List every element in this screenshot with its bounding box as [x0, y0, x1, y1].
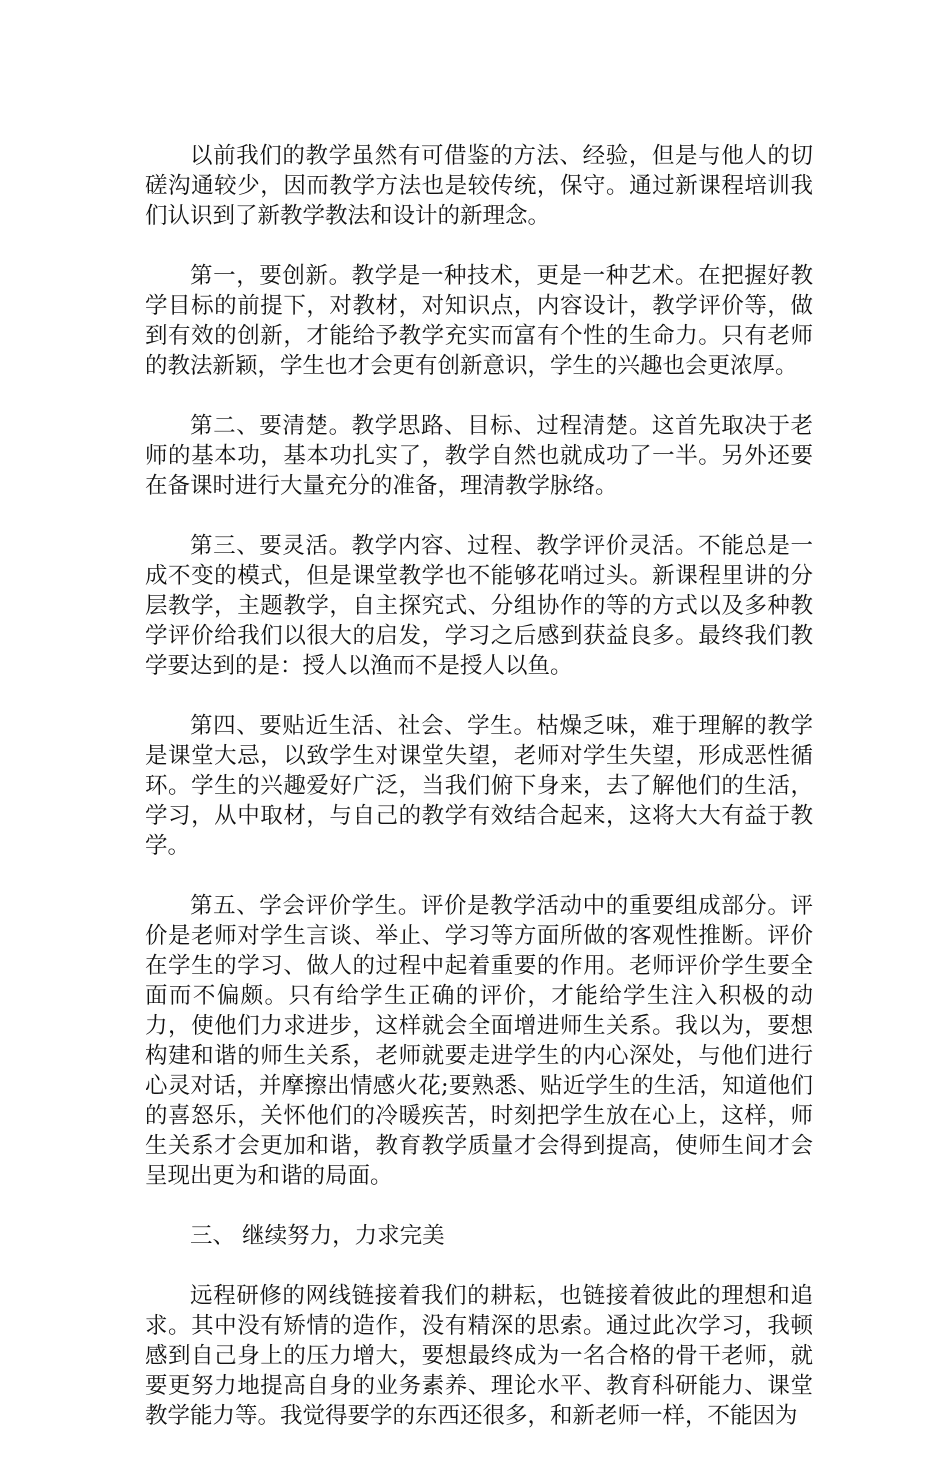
paragraph-point-3-flexibility: 第三、要灵活。教学内容、过程、教学评价灵活。不能总是一成不变的模式，但是课堂教学也不能够花哨过头。新课程里讲的分层教学，主题教学，自主探究式、分组协作的等的方式以及多种教学评价给我们以很大的启发，学习之后感到获益良多。最终我们教学要达到的是：授人以渔而不是授人以鱼。 — [145, 533, 813, 679]
paragraph-point-2-clarity: 第二、要清楚。教学思路、目标、过程清楚。这首先取决于老师的基本功，基本功扎实了，教学自然也就成功了一半。另外还要在备课时进行大量充分的准备，理清教学脉络。 — [145, 413, 813, 499]
paragraph-remote-training: 远程研修的网线链接着我们的耕耘，也链接着彼此的理想和追求。其中没有矫情的造作，没有精深的思索。通过此次学习，我顿感到自己身上的压力增大，要想最终成为一名合格的骨干老师，就要更努力地提高自身的业务素养、理论水平、教育科研能力、课堂教学能力等。我觉得要学的东西还很多，和新老师一样，不能因为 — [145, 1283, 813, 1429]
paragraph-point-1-innovate: 第一，要创新。教学是一种技术，更是一种艺术。在把握好教学目标的前提下，对教材，对知识点，内容设计，教学评价等，做到有效的创新，才能给予教学充实而富有个性的生命力。只有老师的教法新颖，学生也才会更有创新意识，学生的兴趣也会更浓厚。 — [145, 263, 813, 379]
paragraph-intro: 以前我们的教学虽然有可借鉴的方法、经验，但是与他人的切磋沟通较少，因而教学方法也是较传统，保守。通过新课程培训我们认识到了新教学教法和设计的新理念。 — [145, 143, 813, 229]
paragraph-point-5-evaluation: 第五、学会评价学生。评价是教学活动中的重要组成部分。评价是老师对学生言谈、举止、学习等方面所做的客观性推断。评价在学生的学习、做人的过程中起着重要的作用。老师评价学生要全面而不偏颇。只有给学生正确的评价，才能给学生注入积极的动力，使他们力求进步，这样就会全面增进师生关系。我以为，要想构建和谐的师生关系，老师就要走进学生的内心深处，与他们进行心灵对话，并摩擦出情感火花;要熟悉、贴近学生的生活，知道他们的喜怒乐，关怀他们的冷暖疾苦，时刻把学生放在心上，这样，师生关系才会更加和谐，教育教学质量才会得到提高，使师生间才会呈现出更为和谐的局面。 — [145, 893, 813, 1189]
document-body — [145, 141, 813, 1461]
paragraph-point-4-relevance: 第四、要贴近生活、社会、学生。枯燥乏味，难于理解的教学是课堂大忌，以致学生对课堂失望，老师对学生失望，形成恶性循环。学生的兴趣爱好广泛，当我们俯下身来，去了解他们的生活，学习，从中取材，与自己的教学有效结合起来，这将大大有益于教学。 — [145, 713, 813, 859]
section-heading-3: 三、 继续努力，力求完美 — [190, 1223, 445, 1249]
